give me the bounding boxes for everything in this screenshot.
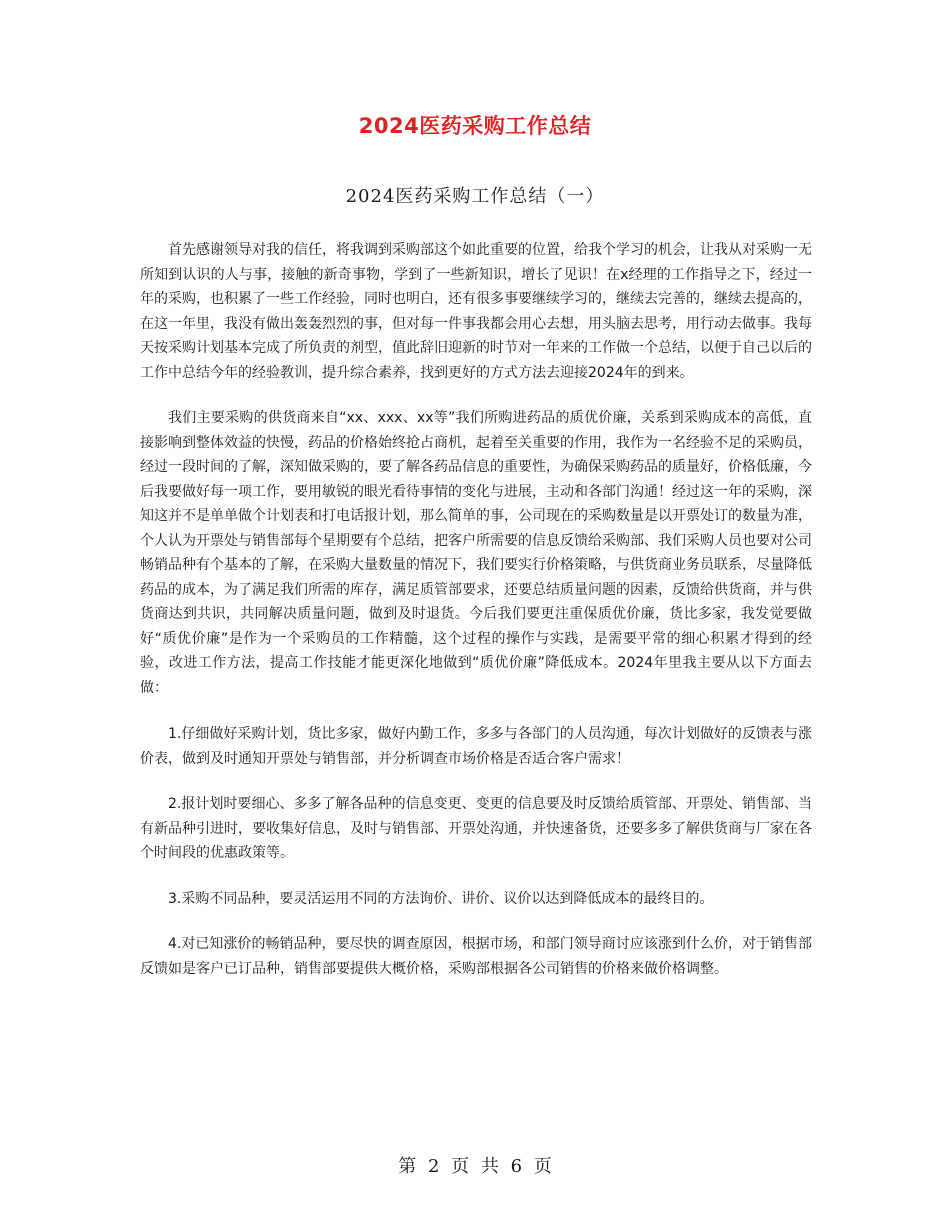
document-body [140,238,812,1002]
paragraph-item-1: 1.仔细做好采购计划，货比多家，做好内勤工作，多多与各部门的人员沟通，每次计划做好的反馈表与涨价表，做到及时通知开票处与销售部，并分析调查市场价格是否适合客户需求！ [140,726,812,767]
page-number-footer: 第 2 页 共 6 页 [398,1156,552,1177]
paragraph-intro: 首先感谢领导对我的信任，将我调到采购部这个如此重要的位置，给我个学习的机会，让我从对采购一无所知到认识的人与事，接触的新奇事物，学到了一些新知识，增长了见识！在x经理的工作指导之下，经过一年的采购，也积累了一些工作经验，同时也明白，还有很多事要继续学习的，继续去完善的，继续去提高的，在这一年里，我没有做出轰轰烈烈的事，但对每一件事我都会用心去想，用头脑去思考，用行动去做事。我每天按采购计划基本完成了所负责的剂型，值此辞旧迎新的时节对一年来的工作做一个总结，以便于自己以后的工作中总结今年的经验教训，提升综合素养，找到更好的方式方法去迎接2024年的到来。 [140,242,812,381]
paragraph-item-3: 3.采购不同品种，要灵活运用不同的方法询价、讲价、议价以达到降低成本的最终目的。 [168,890,714,907]
paragraph-suppliers: 我们主要采购的供货商来自“xx、xxx、xx等”我们所购进药品的质优价廉，关系到采购成本的高低，直接影响到整体效益的快慢，药品的价格始终抢占商机，起着至关重要的作用，我作为一名经验不足的采购员，经过一段时间的了解，深知做采购的，要了解各药品信息的重要性，为确保采购药品的质量好，价格低廉，今后我要做好每一项工作，要用敏锐的眼光看待事情的变化与进展，主动和各部门沟通！经过这一年的采购，深知这并不是单单做个计划表和打电话报计划，那么简单的事，公司现在的采购数量是以开票处订的数量为准，个人认为开票处与销售部每个星期要有个总结，把客户所需要的信息反馈给采购部、我们采购人员也要对公司畅销品种有个基本的了解，在采购大量数量的情况下，我们要实行价格策略，与供货商业务员联系，尽量降低药品的成本，为了满足我们所需的库存，满足质管部要求，还要总结质量问题的因素，反馈给供货商，并与供货商达到共识，共同解决质量问题，做到及时退货。今后我们要更注重保质优价廉，货比多家，我发觉要做好“质优价廉”是作为一个采购员的工作精髓，这个过程的操作与实践，是需要平常的细心积累才得到的经验，改进工作方法，提高工作技能才能更深化地做到“质优价廉”降低成本。2024年里我主要从以下方面去做： [140,410,812,696]
paragraph-item-2: 2.报计划时要细心、多多了解各品种的信息变更、变更的信息要及时反馈给质管部、开票处、销售部、当有新品种引进时，要收集好信息，及时与销售部、开票处沟通，并快速备货，还要多多了解供货商与厂家在各个时间段的优惠政策等。 [140,796,812,861]
document-subtitle: 2024医药采购工作总结（一） [345,186,605,207]
paragraph-item-4: 4.对已知涨价的畅销品种，要尽快的调查原因，根据市场，和部门领导商讨应该涨到什么价，对于销售部反馈如是客户已订品种，销售部要提供大概价格，采购部根据各公司销售的价格来做价格调整。 [140,936,812,977]
document-title: 2024医药采购工作总结 [358,114,592,138]
